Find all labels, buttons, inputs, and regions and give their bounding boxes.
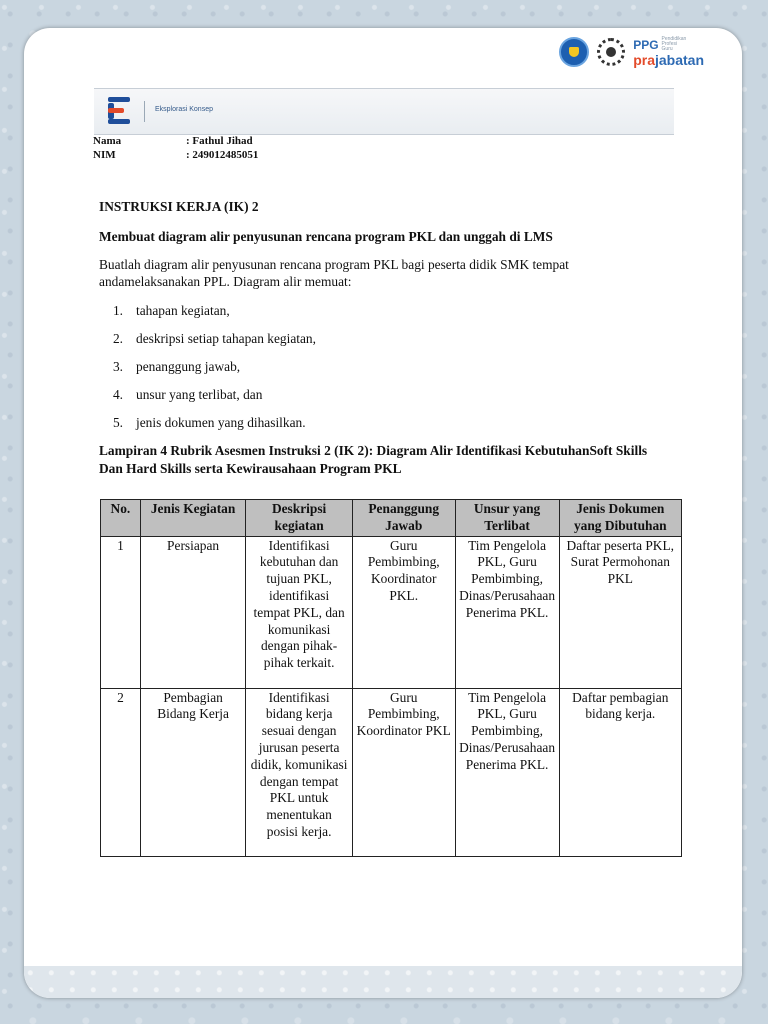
cell-unsur: Tim Pengelola PKL, Guru Pembimbing, Dinas/Perusahaan Penerima PKL. <box>455 688 559 856</box>
ppg-pra: pra <box>633 52 655 68</box>
list-item: 4. unsur yang terlibat, dan <box>112 387 263 402</box>
university-seal-icon <box>597 38 625 66</box>
name-label: Nama <box>93 135 122 147</box>
header-deskripsi: Deskripsi kegiatan <box>246 500 353 537</box>
nim-value: : 249012485051 <box>186 149 259 161</box>
tut-wuri-handayani-icon <box>559 37 589 67</box>
list-item: 2. deskripsi setiap tahapan kegiatan, <box>112 331 316 346</box>
header-penanggung: Penanggung Jawab <box>352 500 455 537</box>
cell-deskripsi: Identifikasi kebutuhan dan tujuan PKL, identifikasi tempat PKL, dan komunikasi dengan pihak-pihak terkait. <box>246 536 353 688</box>
ppg-tagline: Pendidikan Profesi Guru <box>661 36 687 52</box>
header-logos <box>559 36 704 68</box>
ppg-prajabatan-logo <box>633 37 704 67</box>
cell-deskripsi: Identifikasi bidang kerja sesuai dengan jurusan peserta didik, komunikasi dengan tempat PKL untuk menentukan posisi kerja. <box>246 688 353 856</box>
cell-jenis: Pembagian Bidang Kerja <box>140 688 246 856</box>
header-jenis: Jenis Kegiatan <box>140 500 246 537</box>
student-info <box>93 134 258 162</box>
cell-no: 1 <box>101 536 141 688</box>
cell-penanggung: Guru Pembimbing, Koordinator PKL <box>352 688 455 856</box>
module-header <box>94 88 674 135</box>
nim-label: NIM <box>93 149 116 161</box>
cell-penanggung: Guru Pembimbing, Koordinator PKL. <box>352 536 455 688</box>
header-no: No. <box>101 500 141 537</box>
list-item: 3. penanggung jawab, <box>112 359 241 374</box>
cell-dokumen: Daftar peserta PKL, Surat Permohonan PKL <box>559 536 681 688</box>
task-steps <box>99 302 316 442</box>
cell-jenis: Persiapan <box>140 536 246 688</box>
header-unsur: Unsur yang Terlibat <box>455 500 559 537</box>
task-subtitle: Membuat diagram alir penyusunan rencana program PKL dan unggah di LMS <box>99 229 553 244</box>
task-title: INSTRUKSI KERJA (IK) 2 <box>99 199 259 214</box>
table-row <box>101 536 682 688</box>
name-value: : Fathul Jihad <box>186 135 253 147</box>
module-title: Eksplorasi Konsep <box>155 106 213 113</box>
e-brand-icon <box>108 97 130 125</box>
list-item: 5. jenis dokumen yang dihasilkan. <box>112 415 306 430</box>
appendix-title: Lampiran 4 Rubrik Asesmen Instruksi 2 (IK 2): Diagram Alir Identifikasi KebutuhanSoft Skills Dan Hard Skills serta Kewirausahaan Program PKL <box>99 443 648 476</box>
task-intro: Buatlah diagram alir penyusunan rencana program PKL bagi peserta didik SMK tempat andamelaksanakan PPL. Diagram alir memuat: <box>99 257 569 289</box>
ppg-word: PPG <box>633 37 659 52</box>
rubric-table <box>100 499 682 857</box>
cell-unsur: Tim Pengelola PKL, Guru Pembimbing, Dinas/Perusahaan Penerima PKL. <box>455 536 559 688</box>
cell-no: 2 <box>101 688 141 856</box>
table-header-row <box>101 500 682 537</box>
ppg-jabatan: jabatan <box>654 52 704 68</box>
table-row <box>101 688 682 856</box>
page-footer-band <box>24 966 742 998</box>
list-item: 1. tahapan kegiatan, <box>112 303 230 318</box>
header-divider <box>144 101 145 122</box>
document-page <box>24 28 742 998</box>
header-dokumen: Jenis Dokumen yang Dibutuhan <box>559 500 681 537</box>
cell-dokumen: Daftar pembagian bidang kerja. <box>559 688 681 856</box>
